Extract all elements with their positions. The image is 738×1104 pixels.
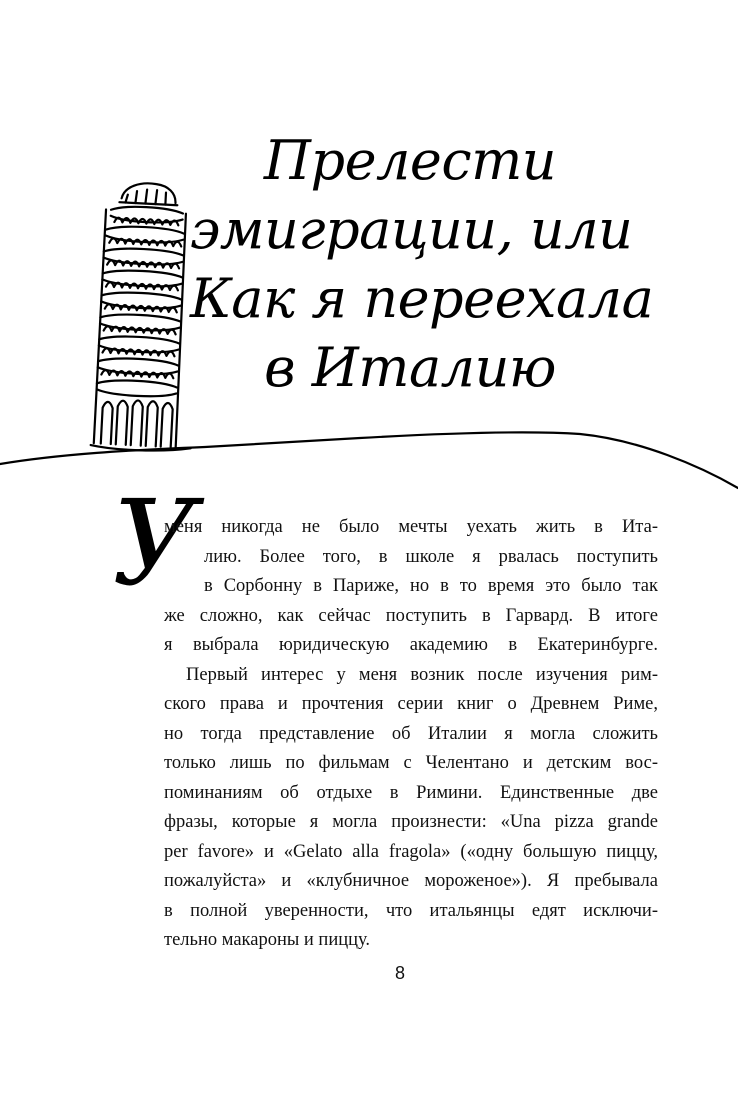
page-number: 8: [395, 963, 406, 983]
text-line: Первый интерес у меня возник после изучения рим-: [186, 664, 658, 685]
text-line: поминаниям об отдыхе в Римини. Единственные две: [164, 782, 658, 803]
text-line: тельно макароны и пиццу.: [164, 930, 371, 950]
text-line: per favore» и «Gelato alla fragola» («одну большую пиццу,: [164, 841, 658, 862]
text-line: я выбрала юридическую академию в Екатеринбурге.: [164, 635, 658, 655]
text-line: в полной уверенности, что итальянцы едят исключи-: [164, 900, 658, 921]
chapter-title-line: Как я переехала: [190, 267, 654, 330]
drop-cap: У: [112, 474, 198, 612]
text-line: лию. Более того, в школе я рвалась поступить: [204, 546, 658, 567]
text-line: фразы, которые я могла произнести: «Una pizza grande: [164, 812, 658, 832]
text-line: ского права и прочтения серии книг о Древнем Риме,: [164, 694, 658, 714]
text-line: меня никогда не было мечты уехать жить в Ита-: [164, 517, 658, 537]
text-line: же сложно, как сейчас поступить в Гарвард. В итоге: [164, 605, 658, 626]
text-line: но тогда представление об Италии я могла сложить: [164, 723, 658, 744]
text-line: в Сорбонну в Париже, но в то время это было так: [204, 576, 658, 596]
chapter-title-line: в Италию: [264, 336, 556, 399]
leaning-tower-of-pisa-icon: [0, 170, 738, 500]
text-line: пожалуйста» и «клубничное мороженое»). Я пребывала: [164, 871, 658, 891]
chapter-title-line: эмиграции, или: [190, 198, 633, 261]
text-line: только лишь по фильмам с Челентано и детским вос-: [164, 753, 658, 773]
body-text: [164, 513, 658, 956]
chapter-title-line: Прелести: [263, 129, 557, 192]
